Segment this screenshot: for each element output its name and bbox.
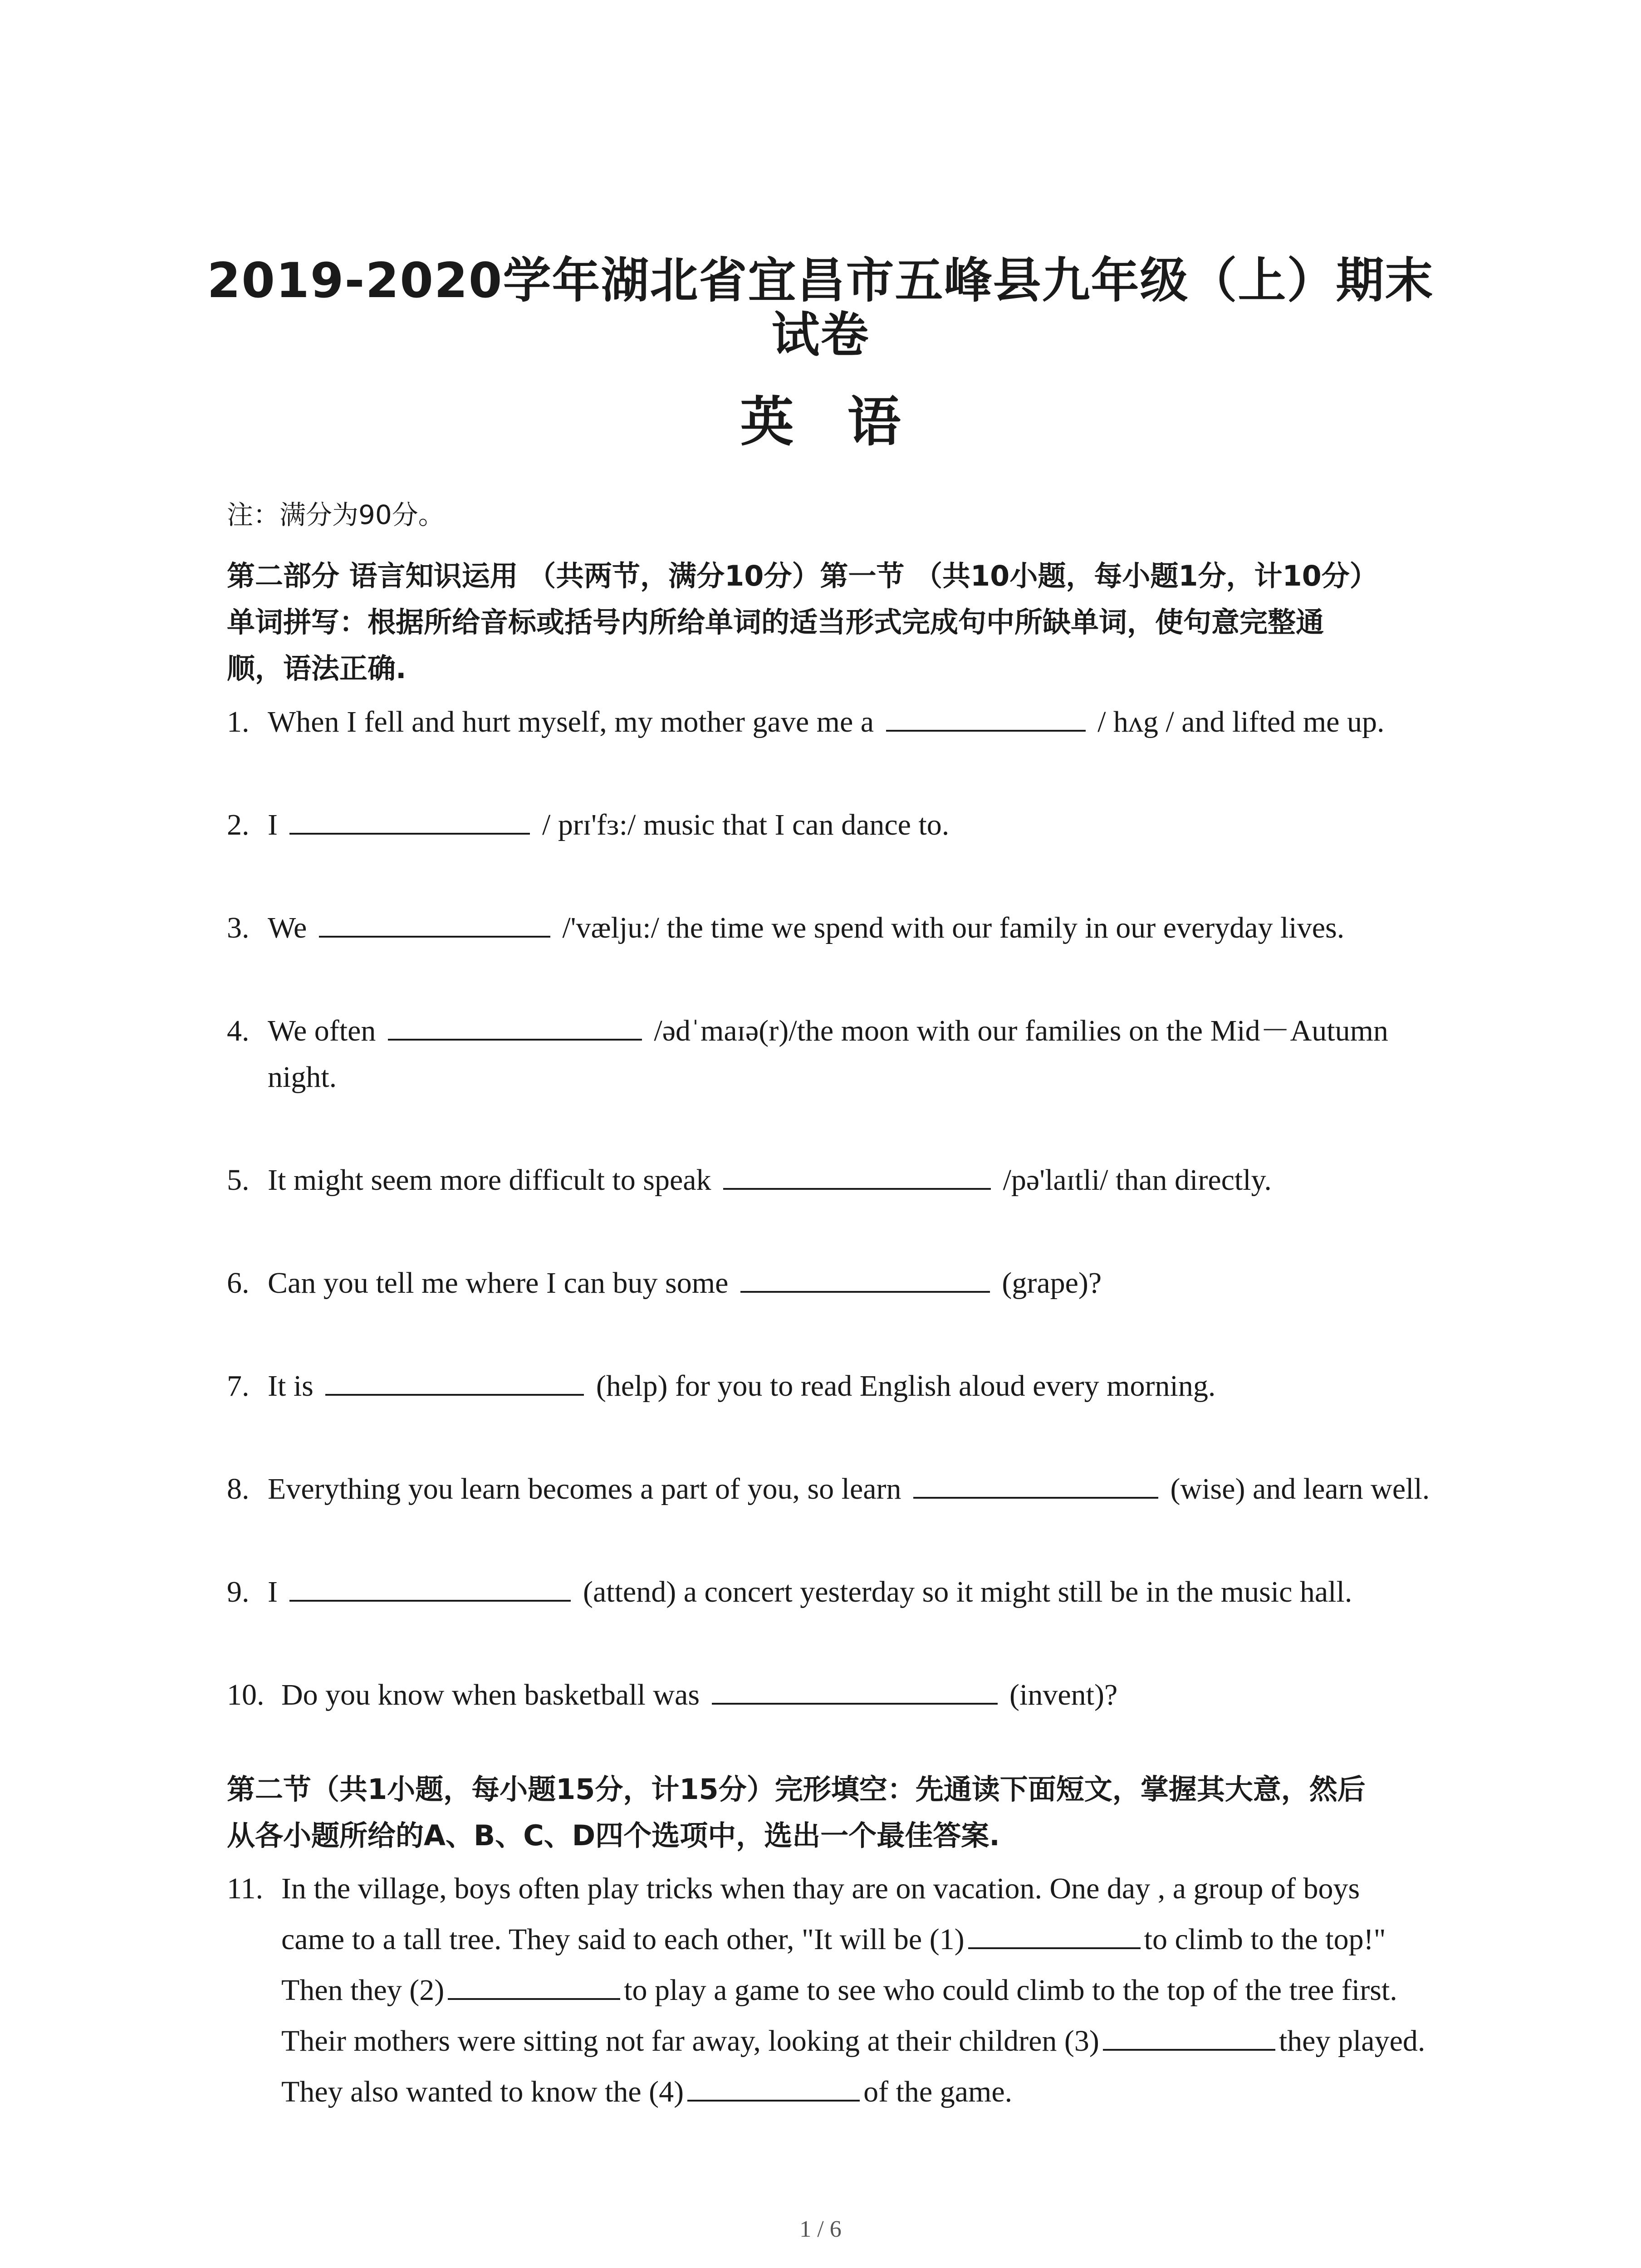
question-2: [227, 802, 1461, 849]
part2-heading-line2: 单词拼写：根据所给音标或括号内所给单词的适当形式完成句中所缺单词，使句意完整通: [227, 606, 1324, 639]
cloze-blank-4[interactable]: [687, 2072, 860, 2102]
question-10: [227, 1672, 1461, 1719]
question-text-after: (attend) a concert yesterday so it might still be in the music hall.: [583, 1575, 1352, 1608]
question-number: 1.: [227, 705, 250, 738]
answer-blank[interactable]: [388, 1012, 642, 1041]
question-text-after: /ədˈmaɪə(r)/the moon with our families on the Mid－Autumn: [654, 1014, 1388, 1047]
section2-heading-line1: 第二节（共1小题，每小题15分，计15分）完形填空：先通读下面短文，掌握其大意，然后: [227, 1773, 1366, 1806]
question-text-before: Do you know when basketball was: [281, 1678, 700, 1711]
passage-text: came to a tall tree. They said to each other, "It will be (1): [281, 1923, 965, 1956]
question-text-before: It is: [268, 1369, 314, 1403]
question-text-after: (invent)?: [1009, 1678, 1118, 1711]
question-5: [227, 1157, 1461, 1204]
question-text-after: /pə'laɪtli/ than directly.: [1003, 1163, 1272, 1197]
exam-title-line2: 试卷: [771, 307, 870, 363]
score-note: 注：满分为90分。: [227, 499, 445, 530]
passage-text: Then they (2): [281, 1974, 445, 2007]
question-11-passage: [227, 1863, 1470, 2117]
question-number: 11.: [227, 1872, 264, 1905]
subject-title: 英 语: [740, 390, 901, 453]
question-9: [227, 1569, 1461, 1616]
question-number: 5.: [227, 1163, 250, 1197]
passage-line-1: [227, 1863, 1470, 1914]
part2-heading-line3: 顺，语法正确.: [227, 652, 407, 685]
question-text-after: (grape)?: [1002, 1266, 1102, 1300]
question-3: [227, 904, 1461, 952]
passage-text: to climb to the top!": [1144, 1923, 1386, 1956]
question-text-after: / prɪ'fɜ:/ music that I can dance to.: [542, 808, 950, 841]
question-text-after: (help) for you to read English aloud every morning.: [596, 1369, 1216, 1403]
passage-line-5: [227, 2067, 1470, 2117]
passage-line-3: [227, 1965, 1470, 2016]
question-4: [227, 1007, 1461, 1055]
exam-title-line1: 2019-2020学年湖北省宜昌市五峰县九年级（上）期末: [207, 253, 1434, 308]
passage-text: Their mothers were sitting not far away, looking at their children (3): [281, 2024, 1099, 2058]
passage-text: In the village, boys often play tricks when thay are on vacation. One day , a group of boys: [281, 1872, 1360, 1905]
answer-blank[interactable]: [289, 806, 530, 835]
passage-text: They also wanted to know the (4): [281, 2075, 684, 2108]
question-number: 8.: [227, 1472, 250, 1505]
cloze-blank-1[interactable]: [968, 1920, 1141, 1949]
passage-line-4: [227, 2016, 1470, 2067]
question-7: [227, 1363, 1461, 1410]
question-6: [227, 1260, 1461, 1307]
question-number: 6.: [227, 1266, 250, 1300]
question-number: 4.: [227, 1014, 250, 1047]
page-number: 1 / 6: [799, 2216, 842, 2242]
question-number: 3.: [227, 911, 250, 944]
question-text-after: (wise) and learn well.: [1170, 1472, 1430, 1505]
question-text-before: We often: [268, 1014, 376, 1047]
part2-heading-line1: 第二部分 语言知识运用 （共两节，满分10分）第一节 （共10小题，每小题1分，计10分）: [227, 559, 1378, 592]
question-text-before: When I fell and hurt myself, my mother gave me a: [268, 705, 874, 738]
question-number: 10.: [227, 1678, 265, 1711]
answer-blank[interactable]: [913, 1470, 1158, 1499]
passage-line-2: [227, 1914, 1470, 1965]
question-text-after: / hʌg / and lifted me up.: [1097, 705, 1385, 738]
question-text-before: Everything you learn becomes a part of you, so learn: [268, 1472, 901, 1505]
question-text-before: We: [268, 911, 307, 944]
answer-blank[interactable]: [325, 1367, 584, 1396]
cloze-blank-3[interactable]: [1103, 2022, 1275, 2051]
answer-blank[interactable]: [740, 1264, 990, 1293]
answer-blank[interactable]: [289, 1573, 571, 1602]
passage-text: they played.: [1279, 2024, 1425, 2058]
section2-heading-line2: 从各小题所给的A、B、C、D四个选项中，选出一个最佳答案.: [227, 1819, 1000, 1852]
cloze-blank-2[interactable]: [448, 1971, 620, 2000]
question-text-before: I: [268, 1575, 278, 1608]
question-1: [227, 699, 1461, 746]
answer-blank[interactable]: [712, 1676, 998, 1705]
passage-text: to play a game to see who could climb to the top of the tree first.: [624, 1974, 1397, 2007]
answer-blank[interactable]: [319, 909, 550, 938]
question-text-before: Can you tell me where I can buy some: [268, 1266, 729, 1300]
question-8: [227, 1466, 1461, 1513]
question-text-after: /'vælju:/ the time we spend with our family in our everyday lives.: [562, 911, 1345, 944]
question-4-continuation: night.: [268, 1061, 337, 1094]
question-number: 2.: [227, 808, 250, 841]
passage-text: of the game.: [863, 2075, 1013, 2108]
question-number: 7.: [227, 1369, 250, 1403]
question-text-before: It might seem more difficult to speak: [268, 1163, 711, 1197]
answer-blank[interactable]: [723, 1161, 991, 1190]
answer-blank[interactable]: [886, 703, 1086, 732]
question-number: 9.: [227, 1575, 250, 1608]
question-text-before: I: [268, 808, 278, 841]
